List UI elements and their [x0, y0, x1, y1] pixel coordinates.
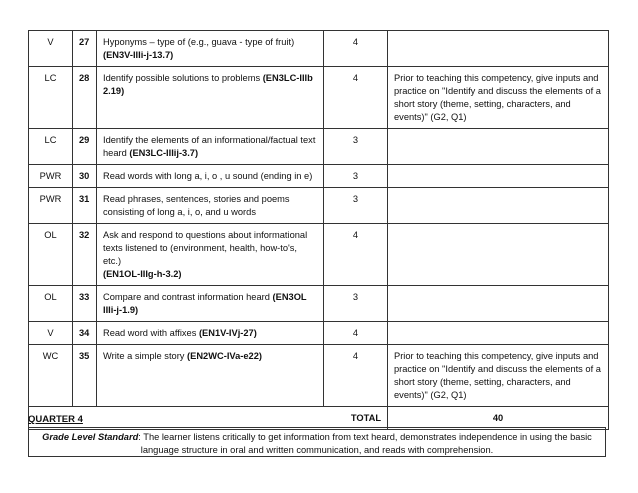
grade-level-standard-box [28, 427, 606, 457]
competency-code: (EN3V-IIIi-j-13.7) [103, 50, 174, 60]
competency-code: (EN2WC-IVa-e22) [187, 351, 262, 361]
competency-cell [97, 165, 324, 188]
quarter-heading: QUARTER 4 [28, 414, 83, 425]
weight-cell: 4 [324, 31, 388, 67]
competency-cell [97, 67, 324, 129]
weight-cell: 4 [324, 224, 388, 286]
weight-cell: 3 [324, 286, 388, 322]
competency-text: Ask and respond to questions about informational texts listened to (environment, health, how-to's, etc.) [103, 230, 308, 266]
note-cell [388, 322, 609, 345]
competency-text: Identify the elements of an informational/factual text heard [103, 135, 316, 158]
number-cell: 27 [73, 31, 97, 67]
weight-cell: 4 [324, 67, 388, 129]
note-cell [388, 188, 609, 224]
table-row [29, 188, 609, 224]
competency-code: (EN3LC-IIIij-3.7) [129, 148, 199, 158]
domain-cell: LC [29, 129, 73, 165]
competency-text: Identify possible solutions to problems [103, 73, 261, 83]
competency-cell [97, 345, 324, 407]
table-row [29, 322, 609, 345]
number-cell: 31 [73, 188, 97, 224]
table-row [29, 31, 609, 67]
weight-cell: 3 [324, 129, 388, 165]
competency-text: Read word with affixes [103, 328, 197, 338]
domain-cell: OL [29, 224, 73, 286]
domain-cell: LC [29, 67, 73, 129]
competency-cell [97, 129, 324, 165]
domain-cell: OL [29, 286, 73, 322]
table-row [29, 67, 609, 129]
domain-cell: V [29, 322, 73, 345]
domain-cell: V [29, 31, 73, 67]
table-row [29, 345, 609, 407]
note-cell: Prior to teaching this competency, give inputs and practice on "Identify and discuss the elements of a short story (theme, setting, characters, and events)" (G2, Q1) [388, 345, 609, 407]
competency-text: Read phrases, sentences, stories and poems consisting of long a, i, o, and u words [103, 194, 290, 217]
table-row [29, 286, 609, 322]
competency-text: Write a simple story [103, 351, 185, 361]
note-cell [388, 224, 609, 286]
note-cell: Prior to teaching this competency, give inputs and practice on "Identify and discuss the elements of a short story (theme, setting, characters, and events)" (G2, Q1) [388, 67, 609, 129]
number-cell: 33 [73, 286, 97, 322]
competency-code: (EN3OL IIIi-j-1.9) [103, 292, 307, 315]
weight-cell: 4 [324, 322, 388, 345]
number-cell: 30 [73, 165, 97, 188]
number-cell: 35 [73, 345, 97, 407]
competency-code: (EN1OL-IIIg-h-3.2) [103, 269, 182, 279]
domain-cell: PWR [29, 165, 73, 188]
domain-cell: PWR [29, 188, 73, 224]
table-body [29, 31, 609, 407]
weight-cell: 3 [324, 165, 388, 188]
competency-cell [97, 188, 324, 224]
note-cell [388, 165, 609, 188]
number-cell: 28 [73, 67, 97, 129]
competency-text: Compare and contrast information heard [103, 292, 270, 302]
competency-text: Hyponyms – type of (e.g., guava - type of fruit) [103, 37, 295, 47]
competency-text: Read words with long a, i, o , u sound (ending in e) [103, 171, 313, 181]
curriculum-table [28, 30, 609, 430]
table-row [29, 129, 609, 165]
domain-cell: WC [29, 345, 73, 407]
note-cell [388, 286, 609, 322]
competency-cell [97, 286, 324, 322]
grade-level-standard-label: Grade Level Standard [42, 432, 139, 442]
competency-cell [97, 224, 324, 286]
note-cell [388, 31, 609, 67]
competency-code: (EN1V-IVj-27) [198, 328, 257, 338]
competency-code: (EN3LC-IIIb 2.19) [103, 73, 313, 96]
grade-level-standard-text: : The learner listens critically to get information from text heard, demonstrates independence in using the basic language structure in oral and written communication, and reads with comprehension. [138, 432, 592, 455]
total-value: 40 [388, 407, 609, 430]
number-cell: 34 [73, 322, 97, 345]
total-label: TOTAL [29, 407, 388, 430]
competency-cell [97, 322, 324, 345]
weight-cell: 4 [324, 345, 388, 407]
number-cell: 32 [73, 224, 97, 286]
number-cell: 29 [73, 129, 97, 165]
weight-cell: 3 [324, 188, 388, 224]
table-row [29, 165, 609, 188]
note-cell [388, 129, 609, 165]
table-row [29, 224, 609, 286]
competency-cell [97, 31, 324, 67]
